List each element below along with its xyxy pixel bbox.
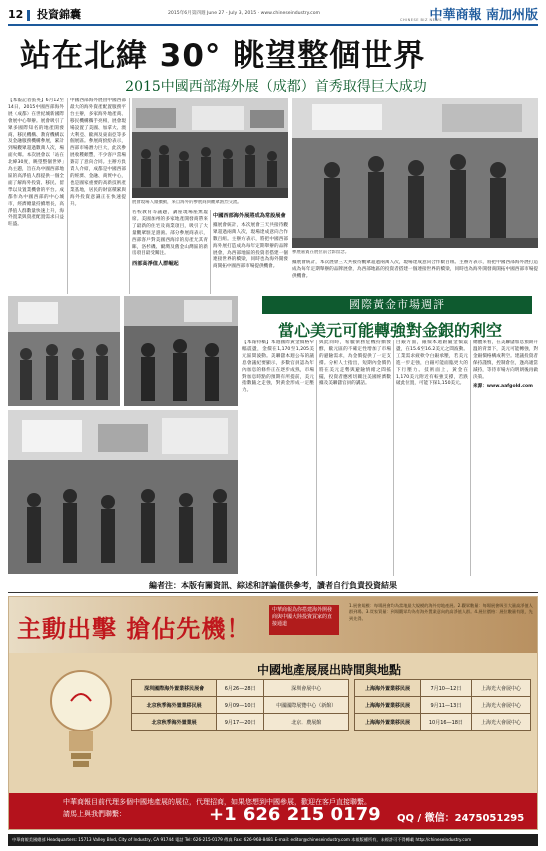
photo-caption: 展會現場人頭攢動，來自海外的參展商與觀眾熱烈交流。 (132, 200, 242, 205)
expo-hall-image (132, 98, 288, 198)
article-column-2 (70, 98, 126, 294)
gold-paragraph: 【本報特稿】本週國際黃金價格窄幅震盪，金價在1,170至1,205美元區間波動。美聯儲本週公布的議息會議紀要顯示，多數官員認為年內加息的條件正在逐步成熟，市場對加息時點的預期有所提前，美元指數隨之走強，對黃金形成一定壓力。 (242, 340, 314, 394)
expo-booth-image (292, 98, 538, 248)
column-divider (393, 340, 394, 576)
article-column-1 (8, 98, 64, 294)
ad-notes: 1.展會規模：每場展會均為當地最大規模的海外房地產展。2.觀眾數量：每場展會吸引大量高淨值人群到場。3.買家質量：到場觀眾均為有海外置業意向的高淨值人群。4.展位價格：展位數量有限，先到先得。 (349, 603, 533, 621)
expo-visitors-image (124, 296, 238, 406)
article-headline: 站在北緯 30° 眺望整個世界 (20, 38, 426, 74)
schedule-cell: 10月16—18日 (420, 714, 471, 731)
article-paragraph: 據展會統計，本次展會三天共接待觀眾超過兩萬人次，現場達成意向合作數百組。主辦方表示，將把中國西部海外展打造成為每年定期舉辦的品牌展會，為西部地區的投資者搭建一個連接世界的橋梁，同時也為海外開發商開拓中國西部市場提供機會。 (292, 260, 538, 279)
gold-column-4 (473, 340, 538, 576)
gold-paragraph: 白銀方面，銀價本週跟隨金價震盪，在15.6至16.2美元之間波動。工業需求疲軟令白銀承壓，若美元進一步走強，白銀可能面臨更大的下行壓力。技術面上，黃金在1,170美元附近有較強支撐，若跌破此位置，可能下探1,150美元。 (396, 340, 468, 387)
article-subheading: 西部高淨值人群崛起 (132, 261, 179, 268)
section-tag (8, 6, 81, 22)
gold-paragraph: 與此同時，希臘債務危機持續發酵，歐元區的不確定性增加了市場的避險需求，為金價提供了一定支撐。分析人士指出，短期內金價仍將在美元走勢與避險情緒之間搖擺，投資者應密切關注美國經濟數據及美聯儲官員的講話。 (319, 340, 391, 387)
column-divider (210, 210, 211, 294)
schedule-cell: 深圳國際海外置業移民展會 (132, 680, 217, 697)
expo-photo-4 (124, 296, 238, 406)
expo-photo-5 (8, 410, 238, 574)
section-rule (8, 592, 538, 593)
section-divider (27, 10, 30, 21)
column-divider (67, 98, 68, 294)
article-column-3 (132, 210, 208, 294)
article-paragraph: 據展會統計，本次展會三天共接待觀眾超過兩萬人次，現場達成意向合作數百組。主辦方表示，將把中國西部海外展打造成為每年定期舉辦的品牌展會，為西部地區的投資者搭建一個連接世界的橋梁，同時也為海外開發商開拓中國西部市場提供機會。 (213, 222, 288, 270)
expo-crowd-image (8, 296, 120, 406)
gold-column-2 (319, 340, 391, 576)
column-divider (129, 98, 130, 294)
gold-section-kicker: 國際黃金市場週評 (262, 296, 532, 314)
photo-caption: 參展嘉賓在展位前合影留念。 (292, 250, 350, 255)
schedule-cell: 6月26—28日 (217, 680, 264, 697)
schedule-row (132, 680, 531, 697)
gold-column-1 (242, 340, 314, 576)
gold-headline: 當心美元可能轉強對金銀的利空 (277, 321, 502, 340)
schedule-cell: 上海海外置業移民展 (355, 680, 421, 697)
section-name: 投資錦囊 (37, 8, 81, 21)
ad-badge: 中華商報為你搭建海外開發商與中國大陸投資買家的直接通道 (269, 605, 339, 635)
schedule-cell: 7月10—12日 (420, 680, 471, 697)
advertisement[interactable] (8, 596, 538, 830)
ad-phone-number[interactable]: +1 626 215 0179 (209, 804, 381, 825)
newspaper-masthead: 中華商報 南加州版 (429, 8, 538, 23)
gold-paragraph: 總體來看，在美聯儲加息預期升溫的背景下，美元可能轉強，對金銀價格構成利空。建議投資者保持謹慎，控制倉位，逢高適當減持，等待市場方向明朗後再做決策。 (473, 340, 538, 380)
page-header (8, 4, 538, 26)
schedule-cell: 上海海外置業移民展 (355, 697, 421, 714)
schedule-cell: 上海光大會展中心 (471, 697, 530, 714)
expo-photo-2 (292, 98, 538, 248)
article-paragraph: 【本報記者張英】6月12至14日，2015中國西部海外展（成都）在世紀城新國際會展中心舉辦。展會吸引了眾多國際知名的地產開發商、移民機構、教育機構以及金融服務機構參展，累計到場觀眾超過數萬人次，場面火爆。本次展會以「站在北緯30度，眺望整個世界」為主題，旨在為中國西部地區的高淨值人群提供一個全面了解海外投資、移民、留學以及置業機會的平台。成都作為中國西部的中心城市，經濟總量持續增長，高淨值人群數量快速上升，海外置業與資產配置需求日益旺盛。 (8, 98, 64, 228)
ad-qq-wechat[interactable]: QQ / 微信：2475051295 (397, 813, 525, 824)
schedule-row (132, 697, 531, 714)
schedule-cell: 上海海外置業移民展 (355, 714, 421, 731)
ad-contact-text: 中華商報目前代理多個中國地產展的展位，代理招商，如果您想到中國參展，歡迎在客戶直接聯繫。 (63, 798, 371, 806)
article-subheading: 中國西部海外展將成為常設展會 (213, 213, 286, 219)
article-column-4 (213, 210, 288, 294)
schedule-cell: 北京秋季海外置業移民展 (132, 697, 217, 714)
schedule-cell: 9月17—20日 (217, 714, 264, 731)
ad-schedule-title: 中國地產展展出時間與地點 (256, 663, 401, 677)
gold-column-3 (396, 340, 468, 576)
article-column-5 (292, 260, 538, 292)
expo-photo-3 (8, 296, 120, 406)
schedule-cell: 北京．農展館 (264, 714, 349, 731)
column-divider (470, 340, 471, 576)
gold-byline: 來源：www.aafgold.com (473, 384, 533, 390)
article-paragraph: 中國西部海外展由中國西部最大的海外資產配置服務平台主辦，多家海外地產商、移民機構攜手亮相，展會現場設置了美國、加拿大、澳大利亞、歐洲及東南亞等多個展區。參展商紛紛表示，西部市場潛力巨大，此次參展收穫頗豐，不少客戶當場簽訂了意向合同。主辦方負責人介紹，成都是中國西部的經濟、金融、商貿中心，也是國家重要的高新技術產業基地，居民的財富積累與海外投資意識正在快速提升。 (70, 98, 126, 207)
issue-date: 2015年6月第四週 June 27 - July 3, 2015 · www.chineseindustry.com (168, 11, 320, 16)
lightbulb-icon (41, 657, 121, 787)
article-subheadline: 2015中國西部海外展（成都）首秀取得巨大成功 (125, 79, 427, 95)
ad-contact-prompt: 請馬上與我們聯繫： (63, 810, 126, 818)
ad-title: 主動出擊 搶佔先機！ (17, 615, 252, 643)
schedule-cell: 深圳會展中心 (264, 680, 349, 697)
schedule-row (132, 714, 531, 731)
schedule-cell: 上海光大會展中心 (471, 714, 530, 731)
expo-schedule-table (131, 679, 531, 731)
masthead-subtitle: CHINESE BIZ NEWS (400, 18, 442, 22)
schedule-cell: 北京秋季海外置業展 (132, 714, 217, 731)
schedule-cell: 9月09—10日 (217, 697, 264, 714)
schedule-cell: 9月11—13日 (420, 697, 471, 714)
expo-photo-1 (132, 98, 288, 198)
article-paragraph: 名校教育等議題，講座現場座無虛席。美國加州的多家地產開發商帶來了最新的住宅及商業項目，吸引了大量觀眾駐足諮詢。部分參展商表示，西部客戶對美國西海岸的房產尤其青睞，洛杉磯、爾灣及舊金山灣區的新房項目最受關注。 (132, 210, 208, 257)
expo-exhibition-hall-image (8, 410, 238, 574)
editor-disclaimer: 編者注：本版有關資訊、綜述和評論僅供參考，讀者自行負責投資結果 (149, 581, 397, 590)
section-number: 12 (8, 8, 24, 21)
page-footer: 中華商報美國總部 Headquarters: 15713 Valley Blvd, City of Industry, CA 91744 電話 Tel: 626-215-0179 傳真 Fax: 626-968-8481 E-mail: editor@chineseindustry.com 本報版權所有，未經許可不得轉載 http://chineseindustry.com (8, 834, 538, 846)
column-divider (316, 340, 317, 576)
schedule-cell: 上海光大會展中心 (471, 680, 530, 697)
schedule-cell: 中國國際展覽中心（新館） (264, 697, 349, 714)
